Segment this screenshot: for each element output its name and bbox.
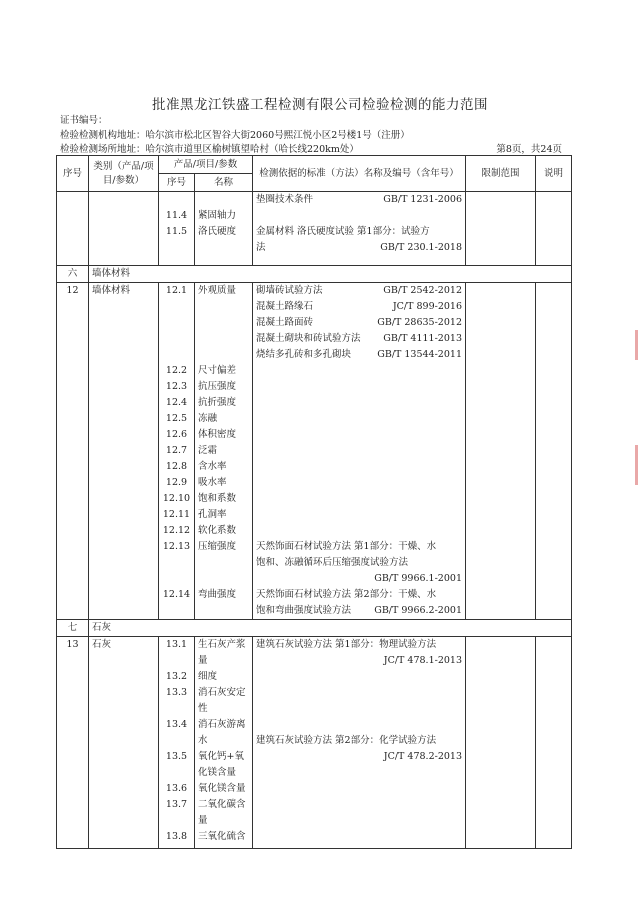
header-limit: 限制范围 xyxy=(466,156,536,192)
sub-seq-cell: 11.4 11.5 xyxy=(159,192,195,266)
item-name-cell: 外观质量 尺寸偏差 抗压强度 抗折强度 冻融 体积密度 泛霜 含水率 吸水率 饱和系数 孔洞率 软化系数 压缩强度 弯曲强度 xyxy=(195,283,253,620)
section-row-wall-materials xyxy=(57,266,572,283)
header-seq: 序号 xyxy=(57,156,89,192)
header-name: 名称 xyxy=(195,174,253,192)
address-label: 检验检测机构地址： xyxy=(60,130,146,141)
table-row xyxy=(57,637,572,849)
item-name-cell: 生石灰产浆量 细度 消石灰安定性 消石灰游离水 氧化钙+氧化镁含量 氧化镁含量 二氧化碳含量 三氧化硫含 xyxy=(195,637,253,849)
header-note: 说明 xyxy=(536,156,572,192)
site-value: 哈尔滨市道里区榆树镇望哈村（哈长线220km处） xyxy=(145,144,359,155)
certificate-number-label: 证书编号： xyxy=(60,115,108,126)
address-value: 哈尔滨市松北区智谷大街2060号熙江悦小区2号楼1号（注册） xyxy=(145,130,410,141)
standard-cell: 砌墙砖试验方法 GB/T 2542-2012 混凝土路缘石 JC/T 899-2016 混凝土路面砖 GB/T 28635-2012 混凝土砌块和砖试验方法 GB/T 4111-2013 烧结多孔砖和多孔砌块 GB/T 13544-2011 天然饰面石材试验方法 第1部分：干燥、水 饱和、冻融循环后压缩强度试验方法 GB/T 9966.1-2001 天然饰面石材试验方法 第2部分：干燥、水 饱和弯曲强度试验方法 GB/T 9966.2-2001 xyxy=(253,283,466,620)
site-address xyxy=(60,141,359,155)
group-category: 石灰 xyxy=(89,637,159,849)
standard-cell: 垫圈技术条件 GB/T 1231-2006 金属材料 洛氏硬度试验 第1部分：试验方 法 GB/T 230.1-2018 xyxy=(253,192,466,266)
group-number: 13 xyxy=(57,637,89,849)
page-title: 批准黑龙江铁盛工程检测有限公司检验检测的能力范围 xyxy=(152,97,488,113)
section-label: 墙体材料 xyxy=(89,266,572,283)
group-category: 墙体材料 xyxy=(89,283,159,620)
sub-seq-cell: 12.1 12.2 12.3 12.4 12.5 12.6 12.7 12.8 12.9 12.10 12.11 12.12 12.13 12.14 xyxy=(159,283,195,620)
capability-table xyxy=(56,155,572,849)
header-sub-seq: 序号 xyxy=(159,174,195,192)
header-product-group: 产品/项目/参数 xyxy=(159,156,253,174)
group-number: 12 xyxy=(57,283,89,620)
table-row xyxy=(57,192,572,266)
section-number: 七 xyxy=(57,620,89,637)
edge-seal-mark xyxy=(635,330,638,360)
section-label: 石灰 xyxy=(89,620,572,637)
table-row xyxy=(57,283,572,620)
table-header-row xyxy=(57,156,572,174)
header-standard: 检测依据的标准（方法）名称及编号（含年号） xyxy=(253,156,466,192)
edge-seal-mark xyxy=(635,445,638,485)
section-row-lime xyxy=(57,620,572,637)
sub-seq-cell: 13.1 13.2 13.3 13.4 13.5 13.6 13.7 13.8 xyxy=(159,637,195,849)
section-number: 六 xyxy=(57,266,89,283)
standard-cell: 建筑石灰试验方法 第1部分：物理试验方法 JC/T 478.1-2013 建筑石灰试验方法 第2部分：化学试验方法 JC/T 478.2-2013 xyxy=(253,637,466,849)
institution-address xyxy=(60,127,410,141)
page-number: 第8页，共24页 xyxy=(496,144,562,155)
header-category: 类别（产品/项目/参数） xyxy=(89,156,159,192)
site-label: 检验检测场所地址： xyxy=(60,144,146,155)
item-name-cell: 紧固轴力 洛氏硬度 xyxy=(195,192,253,266)
